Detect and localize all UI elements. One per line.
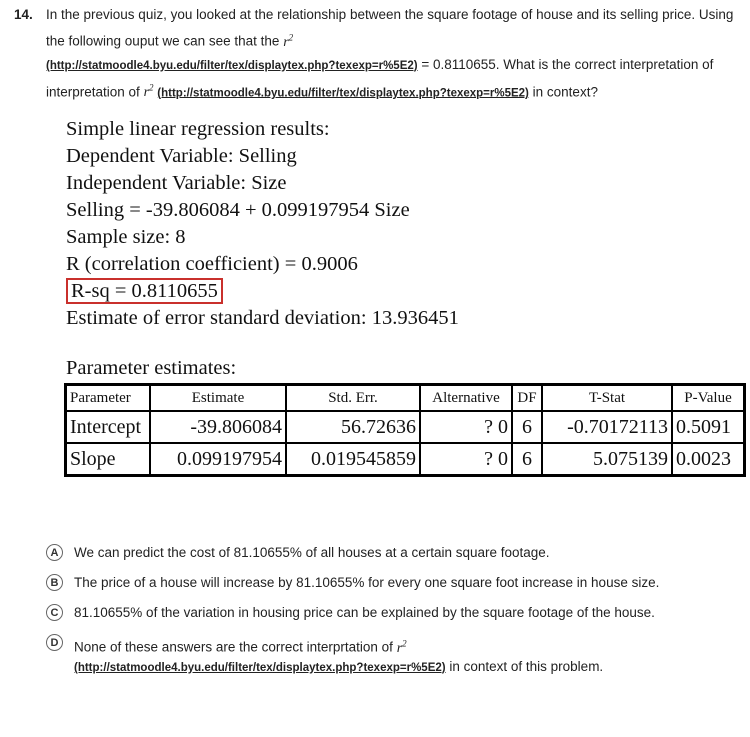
output-error-estimate: Estimate of error standard deviation: 13.936451 xyxy=(66,307,459,329)
cell-std-err: 0.019545859 xyxy=(286,443,420,476)
cell-t-stat: 5.075139 xyxy=(542,443,672,476)
choice-d-text-1: None of these answers are the correct interprtation of xyxy=(74,639,393,655)
output-title: Simple linear regression results: xyxy=(66,118,330,140)
choice-a[interactable] xyxy=(46,544,726,562)
question-text-part-1: In the previous quiz, you looked at the relationship between the square footage of house and its selling price. Using the following ouput we can see that the xyxy=(46,7,734,49)
cell-df: 6 xyxy=(512,443,542,476)
r-squared-link-3[interactable]: (http://statmoodle4.byu.edu/filter/tex/displaytex.php?texexp=r%5E2) xyxy=(74,661,446,674)
question-text-part-2b: interpretation of xyxy=(46,84,140,100)
header-df: DF xyxy=(512,385,542,412)
table-row xyxy=(66,443,745,476)
output-sample-size: Sample size: 8 xyxy=(66,226,186,248)
output-rsq-highlighted: R-sq = 0.8110655 xyxy=(66,278,223,304)
cell-parameter: Slope xyxy=(66,443,151,476)
choice-d[interactable] xyxy=(46,634,726,677)
question-number: 14. xyxy=(14,7,33,22)
r-squared-symbol-3: $r^2$ xyxy=(396,638,407,656)
question-text xyxy=(46,4,734,104)
answer-choices xyxy=(46,544,726,689)
header-t-stat: T-Stat xyxy=(542,385,672,412)
choice-c-radio[interactable]: C xyxy=(46,604,63,621)
question-text-part-2: = 0.8110655. What is the correct interpretation of xyxy=(417,56,714,72)
choice-d-radio[interactable]: D xyxy=(46,634,63,651)
output-equation: Selling = -39.806084 + 0.099197954 Size xyxy=(66,199,410,221)
r-squared-symbol-2: $r^2$ xyxy=(143,82,154,101)
choice-d-text-2: in context of this problem. xyxy=(449,658,604,674)
question-text-part-3: in context? xyxy=(532,84,598,100)
choice-a-radio[interactable]: A xyxy=(46,544,63,561)
parameter-estimates-title: Parameter estimates: xyxy=(66,357,237,379)
r-squared-symbol: $r^2$ xyxy=(283,32,294,50)
regression-output xyxy=(66,116,459,332)
cell-std-err: 56.72636 xyxy=(286,411,420,443)
output-independent: Independent Variable: Size xyxy=(66,172,287,194)
choice-a-text: We can predict the cost of 81.10655% of all houses at a certain square footage. xyxy=(74,545,550,560)
parameter-table xyxy=(64,383,746,477)
cell-p-value: 0.0023 xyxy=(672,443,745,476)
cell-p-value: 0.5091 xyxy=(672,411,745,443)
cell-estimate: -39.806084 xyxy=(150,411,286,443)
output-correlation: R (correlation coefficient) = 0.9006 xyxy=(66,253,358,275)
header-parameter: Parameter xyxy=(66,385,151,412)
table-header-row xyxy=(66,385,745,412)
header-std-err: Std. Err. xyxy=(286,385,420,412)
cell-alternative: ? 0 xyxy=(420,443,512,476)
cell-parameter: Intercept xyxy=(66,411,151,443)
header-p-value: P-Value xyxy=(672,385,745,412)
header-alternative: Alternative xyxy=(420,385,512,412)
cell-t-stat: -0.70172113 xyxy=(542,411,672,443)
choice-b-radio[interactable]: B xyxy=(46,574,63,591)
cell-estimate: 0.099197954 xyxy=(150,443,286,476)
table-row xyxy=(66,411,745,443)
cell-df: 6 xyxy=(512,411,542,443)
r-squared-link[interactable]: (http://statmoodle4.byu.edu/filter/tex/displaytex.php?texexp=r%5E2) xyxy=(46,59,418,72)
cell-alternative: ? 0 xyxy=(420,411,512,443)
header-estimate: Estimate xyxy=(150,385,286,412)
question-block xyxy=(14,4,734,104)
choice-c[interactable] xyxy=(46,604,726,622)
r-squared-link-2[interactable]: (http://statmoodle4.byu.edu/filter/tex/displaytex.php?texexp=r%5E2) xyxy=(157,87,529,100)
choice-c-text: 81.10655% of the variation in housing price can be explained by the square footage of the house. xyxy=(74,605,655,620)
choice-b-text: The price of a house will increase by 81.10655% for every one square foot increase in house size. xyxy=(74,575,660,590)
choice-b[interactable] xyxy=(46,574,726,592)
output-dependent: Dependent Variable: Selling xyxy=(66,145,297,167)
